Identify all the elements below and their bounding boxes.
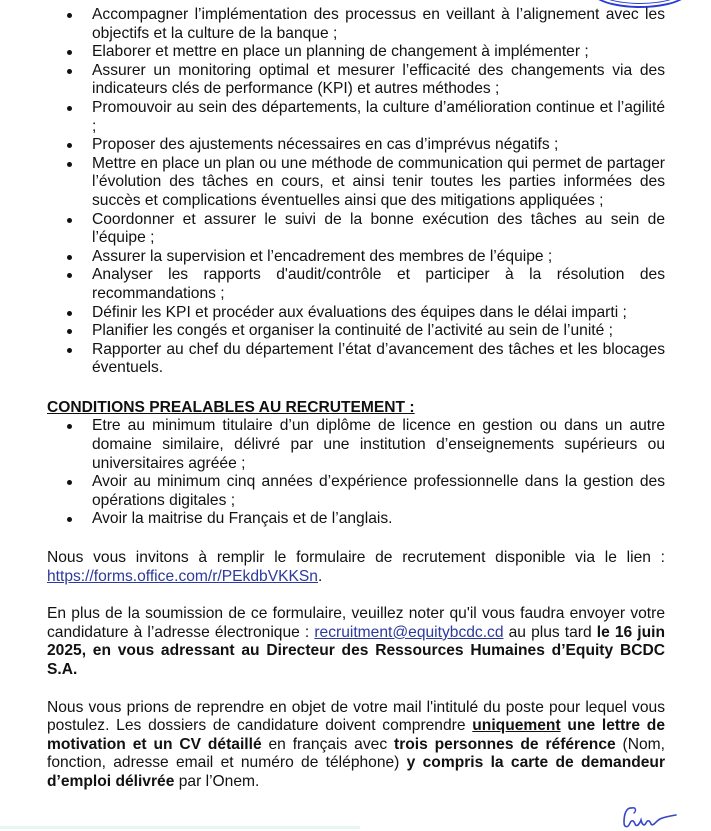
uniquement-emphasis: uniquement — [472, 717, 561, 735]
list-item: Rapporter au chef du département l’état d’avancement des tâches et les blocages éventuels. — [92, 341, 665, 378]
conditions-list — [0, 417, 665, 529]
list-item: Définir les KPI et procéder aux évaluations des équipes dans le délai imparti ; — [92, 304, 665, 323]
list-item: Avoir la maitrise du Français et de l’anglais. — [92, 510, 665, 529]
bullet-icon — [67, 50, 72, 55]
list-item: Analyser les rapports d'audit/contrôle et participer à la résolution des recommandations ; — [92, 266, 665, 303]
list-item: Etre au minimum titulaire d’un diplôme de licence en gestion ou dans un autre domaine similaire, délivré par une institution d’enseignements supérieurs ou universitaires agréée ; — [92, 417, 665, 473]
list-item: Assurer la supervision et l’encadrement des membres de l’équipe ; — [92, 248, 665, 267]
bullet-icon — [67, 311, 72, 316]
section-title-conditions: CONDITIONS PREALABLES AU RECRUTEMENT : — [47, 398, 415, 416]
bullet-icon — [67, 13, 72, 18]
recruitment-email-link[interactable]: recruitment@equitybcdc.cd — [314, 623, 504, 641]
subject-paragraph: Nous vous prions de reprendre en objet de votre mail l'intitulé du poste pour lequel vous postulez. Les dossiers de candidature doivent comprendre uniquement une lettre de motivation et un CV détaillé en français avec trois personnes de référence (Nom, fonction, adresse email et numéro de téléphone) y compris la carte de demandeur d’emploi délivrée par l’Onem. — [47, 698, 666, 790]
bullet-icon — [67, 348, 72, 353]
bullet-icon — [67, 480, 72, 485]
bullet-icon — [67, 162, 72, 167]
list-item: Planifier les congés et organiser la continuité de l’activité au sein de l’unité ; — [92, 322, 665, 341]
bullet-icon — [67, 255, 72, 260]
bullet-icon — [67, 143, 72, 148]
email-paragraph: En plus de la soumission de ce formulaire, veuillez noter qu'il vous faudra envoyer votre candidature à l’adresse électronique : recruitment@equitybcdc.cd au plus tard le 16 juin 2025, en vous adressant au Directeur des Ressources Humaines d’Equity BCDC S.A. — [47, 605, 665, 678]
document-page — [0, 6, 711, 792]
list-item: Mettre en place un plan ou une méthode de communication qui permet de partager l’évolution des tâches en cours, et ainsi tenir toutes les parties informées des succès et complications éventuelles ainsi que des mitigations appliquées ; — [92, 155, 665, 211]
recruitment-form-link[interactable]: https://forms.office.com/r/PEkdbVKKSn — [47, 567, 318, 585]
list-item: Avoir au minimum cinq années d’expérience professionnelle dans la gestion des opérations digitales ; — [92, 473, 665, 510]
list-item: Accompagner l’implémentation des processus en veillant à l’alignement avec les objectifs et la culture de la banque ; — [92, 6, 665, 43]
bullet-icon — [67, 106, 72, 111]
bullet-icon — [67, 273, 72, 278]
form-paragraph: Nous vous invitons à remplir le formulaire de recrutement disponible via le lien : https://forms.office.com/r/PEkdbVKKSn. — [47, 549, 665, 585]
responsibilities-list — [0, 6, 665, 378]
bullet-icon — [67, 69, 72, 74]
list-item: Promouvoir au sein des départements, la culture d’amélioration continue et l’agilité ; — [92, 99, 665, 136]
deadline-text: le 16 juin 2025, en vous adressant au Directeur des Ressources Humaines d’Equity BCDC S.A. — [47, 623, 665, 678]
bullet-icon — [67, 218, 72, 223]
list-item: Assurer un monitoring optimal et mesurer l’efficacité des changements via des indicateurs clés de performance (KPI) et autres méthodes ; — [92, 62, 665, 99]
bullet-icon — [67, 517, 72, 522]
bullet-icon — [67, 329, 72, 334]
list-item: Elaborer et mettre en place un planning de changement à implémenter ; — [92, 43, 665, 62]
bullet-icon — [67, 424, 72, 429]
signature-icon — [618, 805, 678, 831]
list-item: Proposer des ajustements nécessaires en cas d’imprévus négatifs ; — [92, 136, 665, 155]
list-item: Coordonner et assurer le suivi de la bonne exécution des tâches au sein de l’équipe ; — [92, 211, 665, 248]
